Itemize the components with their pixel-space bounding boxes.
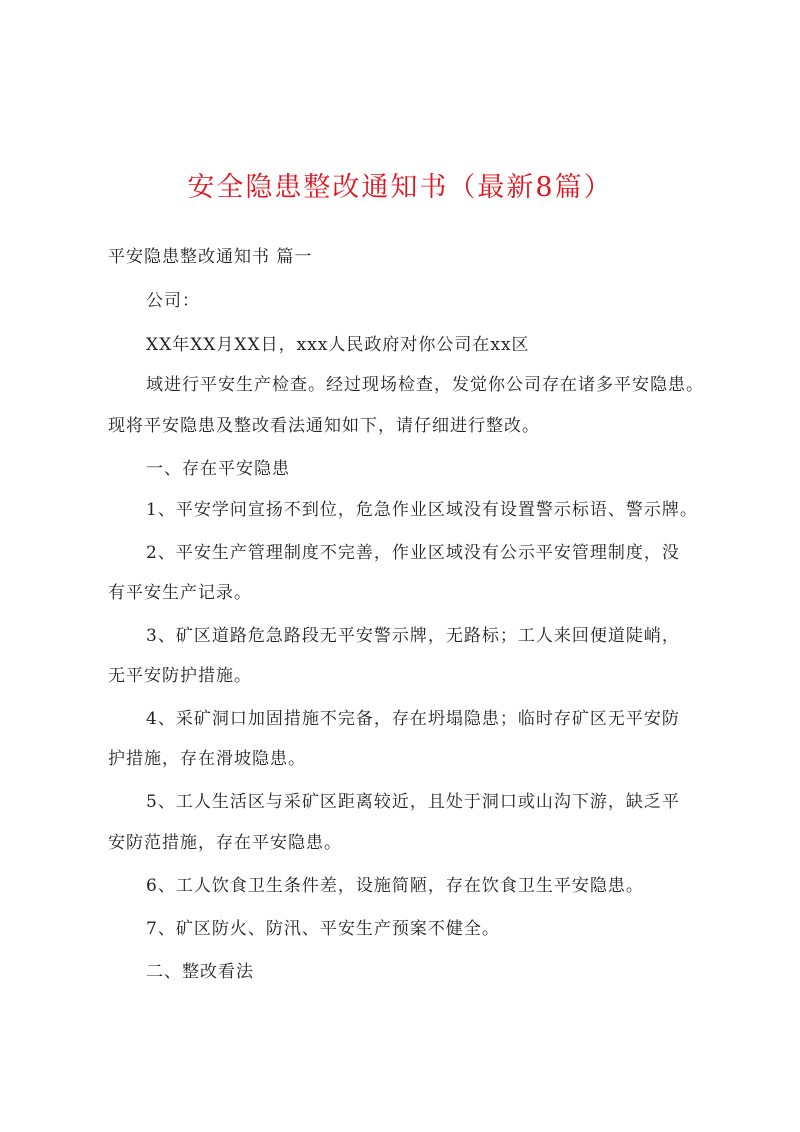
list-item-continuation: 护措施，存在滑坡隐患。 [108,749,306,769]
document-title: 安全隐患整改通知书（最新8篇） [187,172,613,203]
paragraph-line: 域进行平安生产检查。经过现场检查，发觉你公司存在诸多平安隐患。 [146,375,704,395]
list-item-continuation: 安防范措施，存在平安隐患。 [108,833,342,853]
list-heading: 一、存在平安隐患 [146,459,290,479]
list-item: 1、平安学问宣扬不到位，危急作业区域没有设置警示标语、警示牌。 [146,500,698,520]
list-item-continuation: 无平安防护措施。 [108,666,252,686]
paragraph-line: 公司： [146,291,200,311]
list-item: 7、矿区防火、防汛、平安生产预案不健全。 [146,919,500,939]
list-item: 4、采矿洞口加固措施不完备，存在坍塌隐患；临时存矿区无平安防 [146,709,680,729]
list-item: 2、平安生产管理制度不完善，作业区域没有公示平安管理制度，没 [146,543,680,563]
list-item-continuation: 有平安生产记录。 [108,583,252,603]
list-item: 5、工人生活区与采矿区距离较近，且处于洞口或山沟下游，缺乏平 [146,792,680,812]
list-item: 6、工人饮食卫生条件差，设施简陋，存在饮食卫生平安隐患。 [146,876,644,896]
paragraph-line: XX年XX月XX日，xxx人民政府对你公司在xx区 [146,335,530,355]
list-heading: 二、整改看法 [146,962,254,982]
section-heading: 平安隐患整改通知书 篇一 [108,247,313,267]
list-item: 3、矿区道路危急路段无平安警示牌，无路标；工人来回便道陡峭， [146,626,680,646]
paragraph-line: 现将平安隐患及整改看法通知如下，请仔细进行整改。 [108,416,540,436]
